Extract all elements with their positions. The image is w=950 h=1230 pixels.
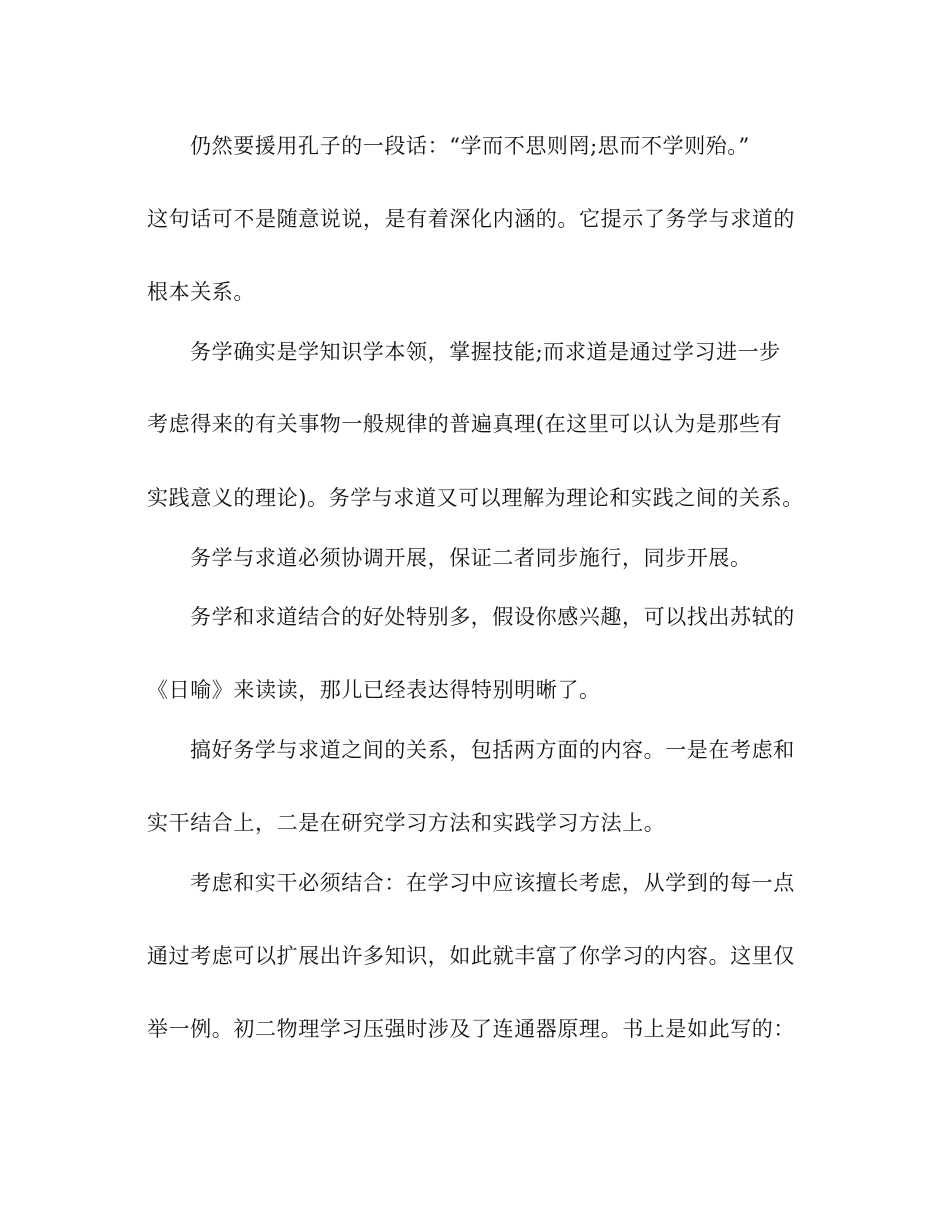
paragraph-5-line-2: 实干结合上，二是在研究学习方法和实践学习方法上。 bbox=[147, 811, 666, 835]
paragraph-6-line-2: 通过考虑可以扩展出许多知识，如此就丰富了你学习的内容。这里仅 bbox=[147, 944, 795, 968]
paragraph-4-line-2: 《日喻》来读读，那儿已经表达得特别明晰了。 bbox=[147, 678, 601, 702]
paragraph-3-line-1: 务学与求道必须协调开展，保证二者同步施行，同步开展。 bbox=[190, 546, 752, 570]
paragraph-1-line-1: 仍然要援用孔子的一段话：“学而不思则罔;思而不学则殆。” bbox=[190, 134, 750, 158]
paragraph-2-line-2: 考虑得来的有关事物一般规律的普遍真理(在这里可以认为是那些有 bbox=[147, 412, 783, 436]
paragraph-6-line-3: 举一例。初二物理学习压强时涉及了连通器原理。书上是如此写的： bbox=[147, 1017, 795, 1041]
paragraph-4-line-1: 务学和求道结合的好处特别多，假设你感兴趣，可以找出苏轼的 bbox=[190, 605, 795, 629]
paragraph-2-line-3: 实践意义的理论)。务学与求道又可以理解为理论和实践之间的关系。 bbox=[147, 486, 804, 510]
paragraph-2-line-1: 务学确实是学知识学本领，掌握技能;而求道是通过学习进一步 bbox=[190, 340, 781, 364]
paragraph-5-line-1: 搞好务学与求道之间的关系，包括两方面的内容。一是在考虑和 bbox=[190, 738, 795, 762]
paragraph-1-line-3: 根本关系。 bbox=[147, 280, 255, 304]
paragraph-1-line-2: 这句话可不是随意说说，是有着深化内涵的。它提示了务学与求道的 bbox=[147, 207, 795, 231]
paragraph-6-line-1: 考虑和实干必须结合：在学习中应该擅长考虑，从学到的每一点 bbox=[190, 871, 795, 895]
